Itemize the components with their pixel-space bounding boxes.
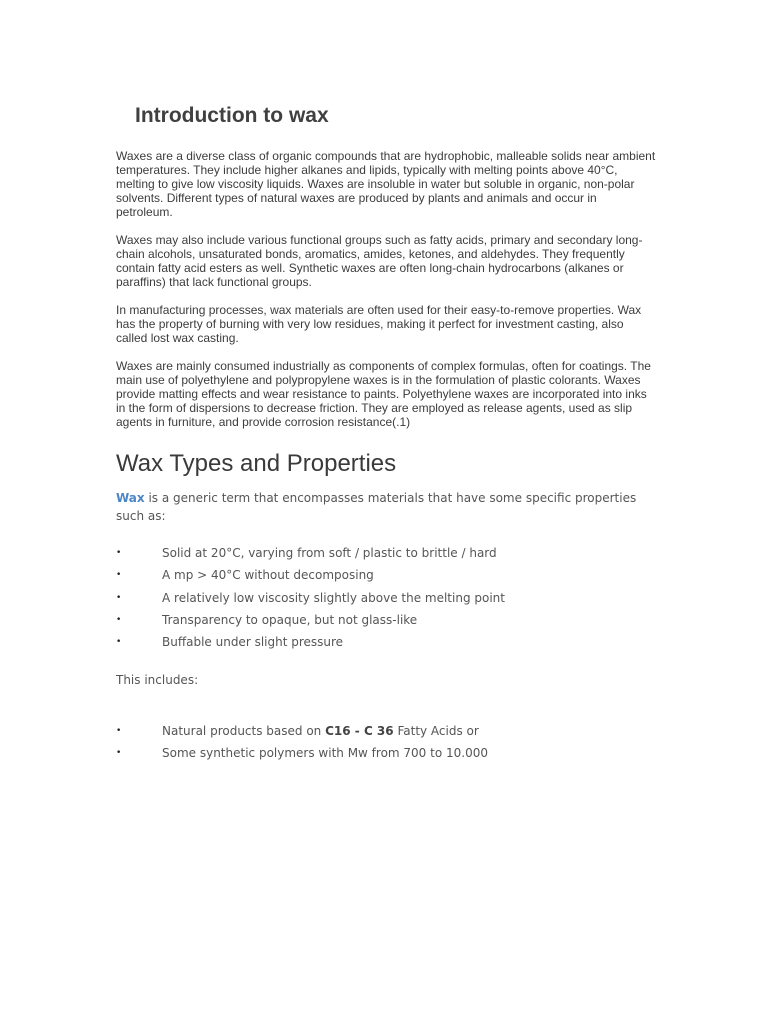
property-text: A mp > 40°C without decomposing bbox=[162, 568, 374, 583]
types-intro bbox=[116, 489, 646, 525]
wax-term-link[interactable]: Wax bbox=[116, 491, 145, 505]
types-intro-text: is a generic term that encompasses materials that have some specific properties such as: bbox=[116, 491, 637, 523]
bullet-icon: • bbox=[116, 614, 122, 625]
bullet-icon: • bbox=[116, 748, 122, 759]
bullet-icon: • bbox=[116, 570, 122, 581]
include-text-before: Natural products based on bbox=[162, 724, 326, 738]
intro-heading: Introduction to wax bbox=[135, 104, 329, 127]
include-text: Some synthetic polymers with Mw from 700 to 10.000 bbox=[162, 746, 488, 761]
intro-paragraph-2: Waxes may also include various functional groups such as fatty acids, primary and secondary long-chain alcohols, unsaturated bonds, aromatics, amides, ketones, and aldehydes. They frequently contain fatty acid esters as well. Synthetic waxes are often long-chain hydrocarbons (alkanes or paraffins) that lack functional groups. bbox=[116, 233, 643, 289]
property-text: Solid at 20°C, varying from soft / plastic to brittle / hard bbox=[162, 546, 497, 560]
carbon-range: C16 - C 36 bbox=[325, 724, 394, 738]
property-text: Buffable under slight pressure bbox=[162, 635, 344, 650]
include-text bbox=[162, 723, 479, 739]
include-text-after: Fatty Acids or bbox=[393, 724, 479, 738]
intro-paragraph-4: Waxes are mainly consumed industrially as components of complex formulas, often for coatings. The main use of polyethylene and polypropylene waxes is in the formulation of plastic colorants. Waxes provide matting effects and wear resistance to paints. Polyethylene waxes are incorporated into inks in the form of dispersions to decrease friction. They are employed as release agents, used as slip agents in furniture, and provide corrosion resistance(.1) bbox=[116, 359, 651, 429]
property-text: Transparency to opaque, but not glass-like bbox=[162, 612, 418, 627]
types-heading: Wax Types and Properties bbox=[116, 450, 397, 477]
bullet-icon: • bbox=[116, 548, 122, 558]
bullet-icon: • bbox=[116, 637, 122, 648]
includes-label: This includes: bbox=[116, 673, 199, 687]
intro-paragraph-3: In manufacturing processes, wax materials are often used for their easy-to-remove properties. Wax has the property of burning with very low residues, making it perfect for investment casting, also called lost wax casting. bbox=[116, 303, 642, 345]
intro-paragraph-1: Waxes are a diverse class of organic compounds that are hydrophobic, malleable solids near ambient temperatures. They include higher alkanes and lipids, typically with melting points above 40°C, melting to give low viscosity liquids. Waxes are insoluble in water but soluble in organic, non-polar solvents. Different types of natural waxes are produced by plants and animals and occur in petroleum. bbox=[116, 149, 656, 219]
property-text: A relatively low viscosity slightly above the melting point bbox=[162, 590, 505, 605]
bullet-icon: • bbox=[116, 726, 122, 736]
bullet-icon: • bbox=[116, 592, 122, 603]
